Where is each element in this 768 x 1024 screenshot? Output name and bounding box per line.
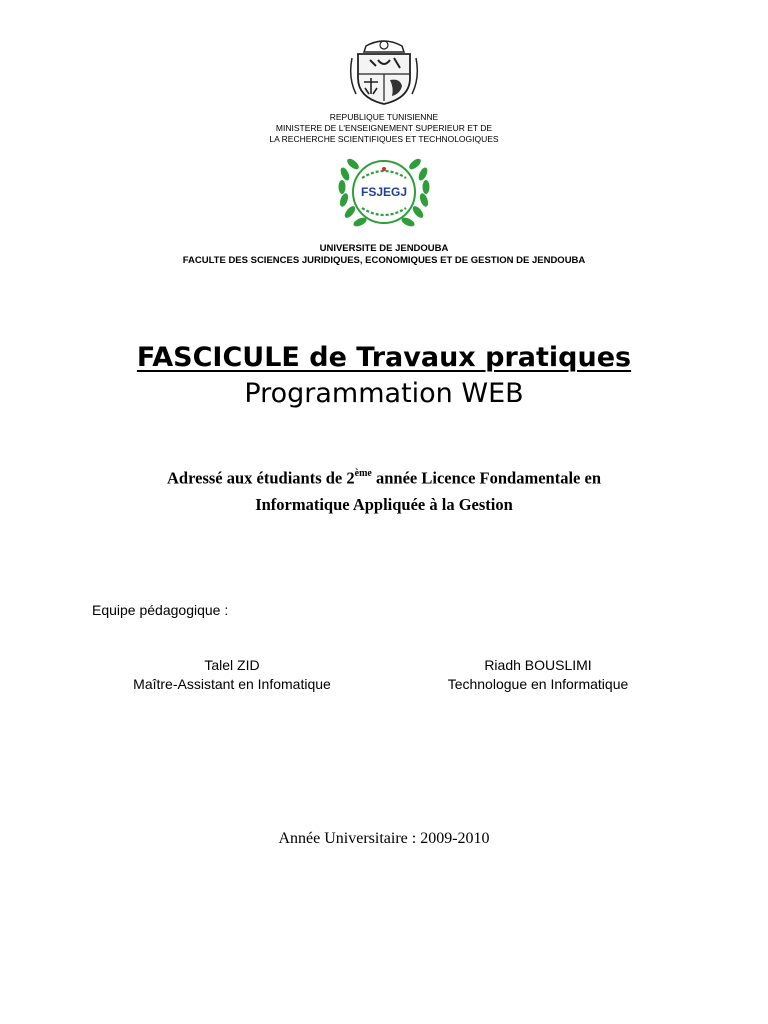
laurel-wreath-logo-icon	[330, 152, 438, 234]
member-name: Riadh BOUSLIMI	[484, 657, 592, 673]
audience-line-2: Informatique Appliquée à la Gestion	[255, 494, 513, 514]
member-role: Maître-Assistant en Infomatique	[133, 676, 331, 692]
faculty-name: FACULTE DES SCIENCES JURIDIQUES, ECONOMIQUES ET DE GESTION DE JENDOUBA	[182, 255, 586, 266]
audience-line-1: Adressé aux étudiants de 2ème année Licence Fondamentale en	[167, 468, 601, 488]
team-member	[67, 656, 397, 694]
page-title: FASCICULE de Travaux pratiques	[136, 342, 632, 373]
page-subtitle: Programmation WEB	[244, 378, 524, 409]
team-label: Equipe pédagogique :	[92, 602, 229, 618]
audience-statement	[0, 462, 768, 518]
member-role: Technologue en Informatique	[447, 676, 629, 692]
team-member	[373, 656, 703, 694]
academic-year: Année Universitaire : 2009-2010	[278, 830, 490, 847]
logo-text: FSJEGJ	[360, 185, 408, 199]
university-name: UNIVERSITE DE JENDOUBA	[319, 243, 449, 254]
member-name: Talel ZID	[204, 657, 260, 673]
coat-of-arms-icon	[344, 38, 424, 106]
ministry-line-1: MINISTERE DE L'ENSEIGNEMENT SUPERIEUR ET DE	[275, 123, 493, 133]
country-name: REPUBLIQUE TUNISIENNE	[329, 112, 439, 122]
ministry-line-2: LA RECHERCHE SCIENTIFIQUES ET TECHNOLOGIQUES	[269, 134, 499, 144]
